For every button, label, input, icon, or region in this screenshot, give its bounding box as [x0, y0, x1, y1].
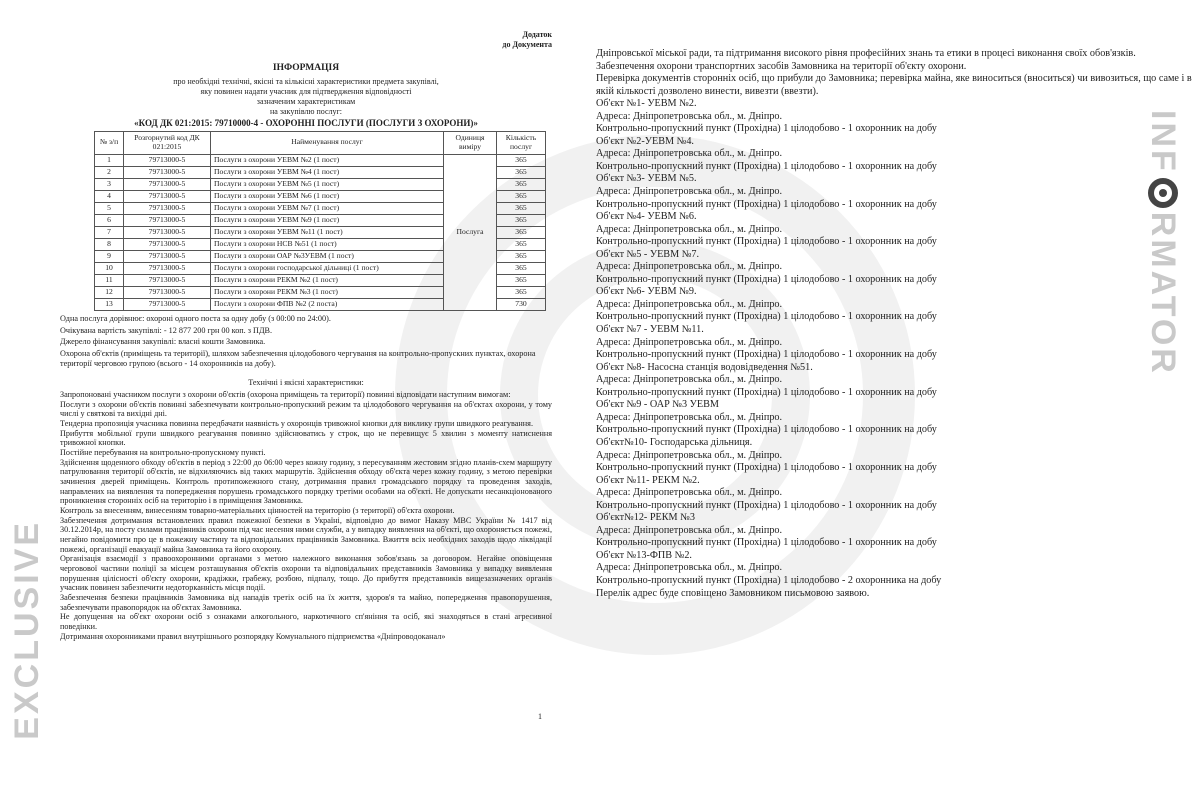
row-number: 8 — [95, 238, 124, 250]
tech-paragraph: Контроль за внесенням, винесенням товарно-матеріальних цінностей на територію (з території) об'єкта охорони. — [60, 506, 455, 515]
tech-paragraph: Забезпечення дотримання встановлених правил пожежної безпеки в Україні, відповідно до вимог Наказу МВС України № 1417 від 30.12.2014р, на посту силами працівників охорони під час несення ними служби, а у випадку виявлення на об'єкті, що охороняється пожежі, негайно повідомити про це в пожежну частину та відповідальних працівників Замовника. Вжиття всіх необхідних заходів щодо ліквідації пожежі, організації евакуації майна Замовника та його охорону. — [60, 515, 552, 554]
text-line: Об'єкт №4- УЕВМ №6. — [596, 211, 697, 223]
col-unit: Одиниця виміру — [444, 131, 497, 154]
row-service-name: Послуги з охорони УЕВМ №2 (1 пост) — [211, 154, 444, 166]
procurement-code: «КОД ДК 021:2015: 79710000-4 - ОХОРОННІ ПОСЛУГИ (ПОСЛУГИ З ОХОРОНИ)» — [134, 117, 478, 128]
text-line: Контрольно-пропускний пункт (Прохідна) 1 цілодобово - 1 охоронник на добу — [596, 462, 937, 474]
tech-paragraph: Не допущення на об'єкт охорони осіб з ознаками алкогольного, наркотичного сп'яніння та осіб, які знаходяться в стані агресивної поведінки. — [60, 612, 552, 632]
text-line: Об'єкт№12- РЕКМ №3 — [596, 512, 695, 524]
row-quantity: 365 — [497, 214, 546, 226]
col-code: Розгорнутий код ДК 021:2015 — [124, 131, 211, 154]
row-number: 4 — [95, 190, 124, 202]
row-unit: Послуга — [444, 154, 497, 310]
row-quantity: 365 — [497, 154, 546, 166]
text-line: Адреса: Дніпропетровська обл., м. Дніпро. — [596, 524, 783, 536]
row-code: 79713000-5 — [124, 178, 211, 190]
row-quantity: 730 — [497, 298, 546, 310]
text-line: Адреса: Дніпропетровська обл., м. Дніпро. — [596, 487, 783, 499]
row-number: 2 — [95, 166, 124, 178]
col-service-name: Найменування послуг — [211, 131, 444, 154]
annex-header — [60, 30, 552, 51]
text-line: Об'єкт №2-УЕВМ №4. — [596, 135, 694, 147]
text-line: Адреса: Дніпропетровська обл., м. Дніпро. — [596, 336, 783, 348]
col-quantity: Кількість послуг — [497, 131, 546, 154]
row-code: 79713000-5 — [124, 238, 211, 250]
row-number: 7 — [95, 226, 124, 238]
text-line: Адреса: Дніпропетровська обл., м. Дніпро. — [596, 261, 783, 273]
tech-paragraph: Прибуття мобільної групи швидкого реагування повинно здійснюватись у строк, що не перевищує 5 хвилин з моменту натиснення тривожної кнопки. — [60, 428, 552, 448]
text-line: Об'єкт №5 - УЕВМ №7. — [596, 248, 700, 260]
brand-text-a: INF — [1144, 110, 1182, 174]
row-quantity: 365 — [497, 202, 546, 214]
subtitle-line: на закупівлю послуг: — [270, 106, 342, 116]
text-line: Об'єкт №13-ФПВ №2. — [596, 549, 692, 561]
text-line: Адреса: Дніпропетровська обл., м. Дніпро. — [596, 449, 783, 461]
row-service-name: Послуги з охорони ОАР №3УЕВМ (1 пост) — [211, 250, 444, 262]
subtitle-line: про необхідні технічні, якісні та кількісні характеристики предмета закупівлі, — [173, 76, 439, 86]
tech-paragraph: Забезпечення безпеки працівників Замовника від нападів третіх осіб на їх життя, здоров'я та майно, попередження правопорушення, забезпечувати правопорядок на об'єктах Замовника. — [60, 593, 552, 612]
text-line: Адреса: Дніпропетровська обл., м. Дніпро. — [596, 223, 783, 235]
row-service-name: Послуги з охорони УЕВМ №9 (1 пост) — [211, 214, 444, 226]
row-number: 6 — [95, 214, 124, 226]
text-line: Об'єкт №6- УЕВМ №9. — [596, 286, 697, 298]
tech-paragraph: Дотримання охоронниками правил внутрішнього розпорядку Комунального підприємства «Дніпроводоканал» — [60, 631, 446, 641]
row-quantity: 365 — [497, 250, 546, 262]
text-line: Адреса: Дніпропетровська обл., м. Дніпро. — [596, 562, 783, 574]
tech-paragraph: Постійне перебування на контрольно-пропускному пункті. — [60, 447, 266, 457]
note-line: Охорона об'єктів (приміщень та території), шляхом забезпечення цілодобового чергування на контрольно-пропускних пунктах, охорона території черговою групою (всього - 14 охоронників на добу). — [60, 348, 536, 368]
text-line: Контрольно-пропускний пункт (Прохідна) 1 цілодобово - 1 охоронник на добу — [596, 537, 937, 549]
row-code: 79713000-5 — [124, 226, 211, 238]
text-line: Адреса: Дніпропетровська обл., м. Дніпро. — [596, 411, 783, 423]
row-code: 79713000-5 — [124, 202, 211, 214]
text-line: Адреса: Дніпропетровська обл., м. Дніпро. — [596, 374, 783, 386]
document-heading — [60, 63, 552, 129]
services-table — [94, 131, 546, 311]
text-line: Об'єкт №1- УЕВМ №2. — [596, 98, 697, 110]
document-page-left — [60, 30, 552, 730]
procurement-notes — [60, 314, 552, 368]
row-code: 79713000-5 — [124, 166, 211, 178]
row-service-name: Послуги з охорони РЕКМ №2 (1 пост) — [211, 274, 444, 286]
tech-paragraph: Організація взаємодії з правоохоронними органами з метою належного виконання зобов'язань за договором. Негайне оповіщення черговової частини поліції за місцем розташування об'єктів охорони та відповідальних представників Замовника у випадку виявлення порушення цілісності об'єкту охорони, крадіжки, грабежу, розбою, підпалу, тощо. До прибуття представників вищезазначених органів учасник повинен забезпечити недоторканність місця події. — [60, 554, 552, 593]
exclusive-watermark: EXCLUSIVE — [8, 520, 46, 740]
row-quantity: 365 — [497, 286, 546, 298]
text-line: Об'єкт №7 - УЕВМ №11. — [596, 324, 704, 336]
row-number: 11 — [95, 274, 124, 286]
row-quantity: 365 — [497, 166, 546, 178]
text-line: Дніпровської міської ради, та підтримання високого рівня професійних знань та етики в процесі виконання своїх обов'язків. — [596, 48, 1136, 59]
row-quantity: 365 — [497, 226, 546, 238]
row-code: 79713000-5 — [124, 262, 211, 274]
text-line: Адреса: Дніпропетровська обл., м. Дніпро. — [596, 148, 783, 160]
text-line: Контрольно-пропускний пункт (Прохідна) 1 цілодобово - 1 охоронник на добу — [596, 198, 937, 210]
row-service-name: Послуги з охорони УЕВМ №4 (1 пост) — [211, 166, 444, 178]
text-line: Забезпечення охорони транспортних засобів Замовника на території об'єкту охорони. — [596, 60, 967, 72]
row-number: 3 — [95, 178, 124, 190]
document-page-right — [596, 48, 1192, 600]
table-header-row — [95, 131, 546, 154]
row-number: 5 — [95, 202, 124, 214]
row-service-name: Послуги з охорони УЕВМ №11 (1 пост) — [211, 226, 444, 238]
text-line: Об'єкт №3- УЕВМ №5. — [596, 173, 697, 185]
table-row — [95, 154, 546, 166]
page-number: 1 — [538, 712, 542, 721]
row-code: 79713000-5 — [124, 274, 211, 286]
text-line: Адреса: Дніпропетровська обл., м. Дніпро. — [596, 298, 783, 310]
row-code: 79713000-5 — [124, 286, 211, 298]
row-code: 79713000-5 — [124, 298, 211, 310]
row-number: 13 — [95, 298, 124, 310]
text-line: Контрольно-пропускний пункт (Прохідна) 1 цілодобово - 1 охоронник на добу — [596, 123, 937, 135]
row-service-name: Послуги з охорони УЕВМ №5 (1 пост) — [211, 178, 444, 190]
text-line: Адреса: Дніпропетровська обл., м. Дніпро. — [596, 110, 783, 122]
row-quantity: 365 — [497, 178, 546, 190]
col-number: № з/п — [95, 131, 124, 154]
annex-line: Додаток — [522, 30, 552, 39]
row-quantity: 365 — [497, 274, 546, 286]
text-line: Об'єкт №11- РЕКМ №2. — [596, 474, 700, 486]
text-line: Контрольно-пропускний пункт (Прохідна) 1 цілодобово - 2 охоронника на добу — [596, 574, 942, 586]
row-service-name: Послуги з охорони господарської дільниці (1 пост) — [211, 262, 444, 274]
annex-line: до Документа — [502, 40, 552, 50]
tech-paragraph: Здійснення щоденного обходу об'єктів в період з 22:00 до 06:00 через кожну годину, з пересуванням жестовим згідно планів-схем маршруту патрулювання території об'єктів, не відхиляючись від таких маршрутів. Здійснення обходу об'єкта через кожну годину, з метою перевірки зачинення дверей приміщень. Контроль протипожежного стану, дотримання правил громадського порядку та проведення заходів, направлених на виявлення та попередження порушень громадського порядку третіми особами на об'єкті. Не допускати несанкціонованого проникнення сторонніх осіб на територію і в приміщення Замовника. — [60, 457, 552, 506]
row-service-name: Послуги з охорони ФПВ №2 (2 поста) — [211, 298, 444, 310]
row-service-name: Послуги з охорони УЕВМ №7 (1 пост) — [211, 202, 444, 214]
text-line: Контрольно-пропускний пункт (Прохідна) 1 цілодобово - 1 охоронник на добу — [596, 349, 937, 361]
brand-text-b: RMATOR — [1144, 211, 1182, 376]
row-service-name: Послуги з охорони УЕВМ №6 (1 пост) — [211, 190, 444, 202]
text-line: Контрольно-пропускний пункт (Прохідна) 1 цілодобово - 1 охоронник на добу — [596, 273, 937, 285]
tech-section-title: Технічні і якісні характеристики: — [248, 378, 364, 388]
text-line: Контрольно-пропускний пункт (Прохідна) 1 цілодобово - 1 охоронник на добу — [596, 236, 937, 248]
note-line: Одна послуга дорівнює: охороні одного поста за одну добу (з 00:00 по 24:00). — [60, 313, 331, 323]
tech-paragraph: Тендерна пропозиція учасника повинна передбачати наявність у охоронців тривожної кнопки для виклику групи швидкого реагування. — [60, 418, 533, 428]
text-line: Контрольно-пропускний пункт (Прохідна) 1 цілодобово - 1 охоронник на добу — [596, 311, 937, 323]
document-title: ІНФОРМАЦІЯ — [272, 62, 340, 73]
text-line: Адреса: Дніпропетровська обл., м. Дніпро. — [596, 186, 783, 198]
text-line: Контрольно-пропускний пункт (Прохідна) 1 цілодобово - 1 охоронник на добу — [596, 424, 937, 436]
text-line: Контрольно-пропускний пункт (Прохідна) 1 цілодобово - 1 охоронник на добу — [596, 499, 937, 511]
row-number: 10 — [95, 262, 124, 274]
text-line: Об'єкт №9 - ОАР №3 УЕВМ — [596, 399, 719, 411]
text-line: Об'єкт №8- Насосна станція водовідведення №51. — [596, 361, 813, 373]
text-line: Перелік адрес буде сповіщено Замовником письмовою заявою. — [596, 587, 870, 599]
text-line: Перевірка документів сторонніх осіб, що прибули до Замовника; перевірка майна, яке виноситься (вноситься) чи вивозиться, що саме і в якій кількості дозволено винести, вивезти (ввезти). — [596, 73, 1192, 97]
row-code: 79713000-5 — [124, 190, 211, 202]
tech-paragraph: Запропоновані учасником послуги з охорони об'єктів (охорона приміщень та території) повинні відповідати наступним вимогам: — [60, 389, 511, 399]
tech-paragraph: Послуги з охорони об'єктів повинні забезпечувати контрольно-пропускний режим та цілодобового чергування на об'єктах охорони, у тому числі у святкові та вихідні дні. — [60, 399, 552, 419]
text-line: Об'єкт№10- Господарська дільниця. — [596, 436, 753, 448]
row-code: 79713000-5 — [124, 250, 211, 262]
note-line: Очікувана вартість закупівлі: - 12 877 200 грн 00 коп. з ПДВ. — [60, 325, 273, 335]
row-quantity: 365 — [497, 262, 546, 274]
subtitle-line: яку повинен надати учасник для підтвердження відповідності — [200, 86, 412, 96]
row-number: 1 — [95, 154, 124, 166]
row-service-name: Послуги з охорони НСВ №51 (1 пост) — [211, 238, 444, 250]
tech-requirements — [60, 390, 552, 641]
row-number: 12 — [95, 286, 124, 298]
row-code: 79713000-5 — [124, 214, 211, 226]
row-number: 9 — [95, 250, 124, 262]
row-quantity: 365 — [497, 190, 546, 202]
subtitle-line: зазначеним характеристикам — [256, 96, 356, 106]
row-quantity: 365 — [497, 238, 546, 250]
text-line: Контрольно-пропускний пункт (Прохідна) 1 цілодобово - 1 охоронник на добу — [596, 386, 937, 398]
row-code: 79713000-5 — [124, 154, 211, 166]
row-service-name: Послуги з охорони РЕКМ №3 (1 пост) — [211, 286, 444, 298]
text-line: Контрольно-пропускний пункт (Прохідна) 1 цілодобово - 1 охоронник на добу — [596, 160, 937, 172]
note-line: Джерело фінансування закупівлі: власні кошти Замовника. — [60, 337, 266, 347]
